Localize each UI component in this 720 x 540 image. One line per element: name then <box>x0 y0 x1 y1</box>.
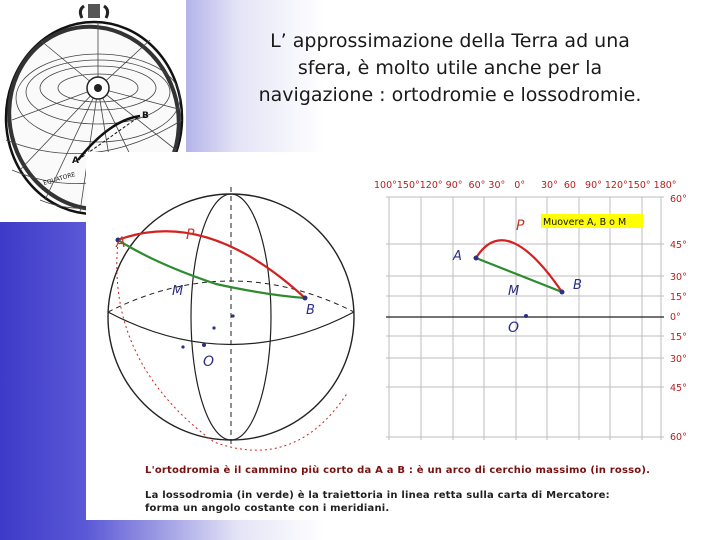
mercator-meridians <box>389 197 661 440</box>
lat-label-45s: 45° <box>670 383 687 394</box>
latitude-labels <box>670 194 687 443</box>
mercator-label-p: P <box>516 218 525 234</box>
mount-stem <box>88 4 100 18</box>
mercator-label-a: A <box>453 249 462 264</box>
sphere-point-b <box>303 296 308 301</box>
mercator-point-o <box>524 314 528 318</box>
globe-label-a: A <box>72 156 79 166</box>
sphere-label-a: A <box>116 235 126 251</box>
longitude-labels-east: 30° 60 90° 120°150° 180° <box>541 180 677 191</box>
lat-label-45n: 45° <box>670 240 687 251</box>
lat-label-0: 0° <box>670 312 681 323</box>
caption-orthodrome: L'ortodromia è il cammino più corto da A a B : è un arco di cerchio massimo (in rosso). <box>145 465 651 476</box>
lat-label-30n: 30° <box>670 272 687 283</box>
mercator-point-b[interactable] <box>560 290 565 295</box>
caption-loxodrome-angle: forma un angolo costante con i meridiani. <box>145 503 390 514</box>
pole-center <box>94 84 102 92</box>
sphere-point-o <box>202 343 206 347</box>
lat-label-30s: 30° <box>670 354 687 365</box>
sphere-orthodrome <box>118 231 305 298</box>
mercator-label-o: O <box>508 320 520 336</box>
longitude-labels-west: 100°150°120° 90° 60° 30° 0° <box>374 180 526 191</box>
move-points-button[interactable]: Muovere A, B o M <box>543 217 627 228</box>
lat-label-15s: 15° <box>670 332 687 343</box>
lat-label-60n: 60° <box>670 194 687 205</box>
lat-label-60s: 60° <box>670 432 687 443</box>
slide-title: L’ approssimazione della Terra ad una sfera, è molto utile anche per la navigazione : ortodromie e lossodromie. <box>258 30 642 106</box>
sphere-point-axis <box>231 314 234 317</box>
great-circle-back <box>117 242 348 450</box>
sphere-label-o: O <box>203 354 215 370</box>
lat-label-15n: 15° <box>670 292 687 303</box>
mercator-label-m: M <box>508 284 520 299</box>
caption-loxodrome: La lossodromia (in verde) è la traiettoria in linea retta sulla carta di Mercatore: <box>145 490 610 501</box>
sphere-label-b: B <box>306 303 315 318</box>
sphere-point-center <box>181 345 184 348</box>
mercator-point-a[interactable] <box>474 256 479 261</box>
sphere-label-p: P <box>186 227 195 243</box>
globe-label-equator: EQUATORE <box>42 171 77 187</box>
mercator-label-b: B <box>573 278 582 293</box>
sphere-loxodrome <box>118 240 305 298</box>
globe-label-b: B <box>142 111 149 121</box>
sphere-point-small <box>212 326 215 329</box>
sphere-diagram <box>108 187 354 450</box>
sphere-label-m: M <box>172 284 184 299</box>
mercator-chart <box>374 180 687 443</box>
